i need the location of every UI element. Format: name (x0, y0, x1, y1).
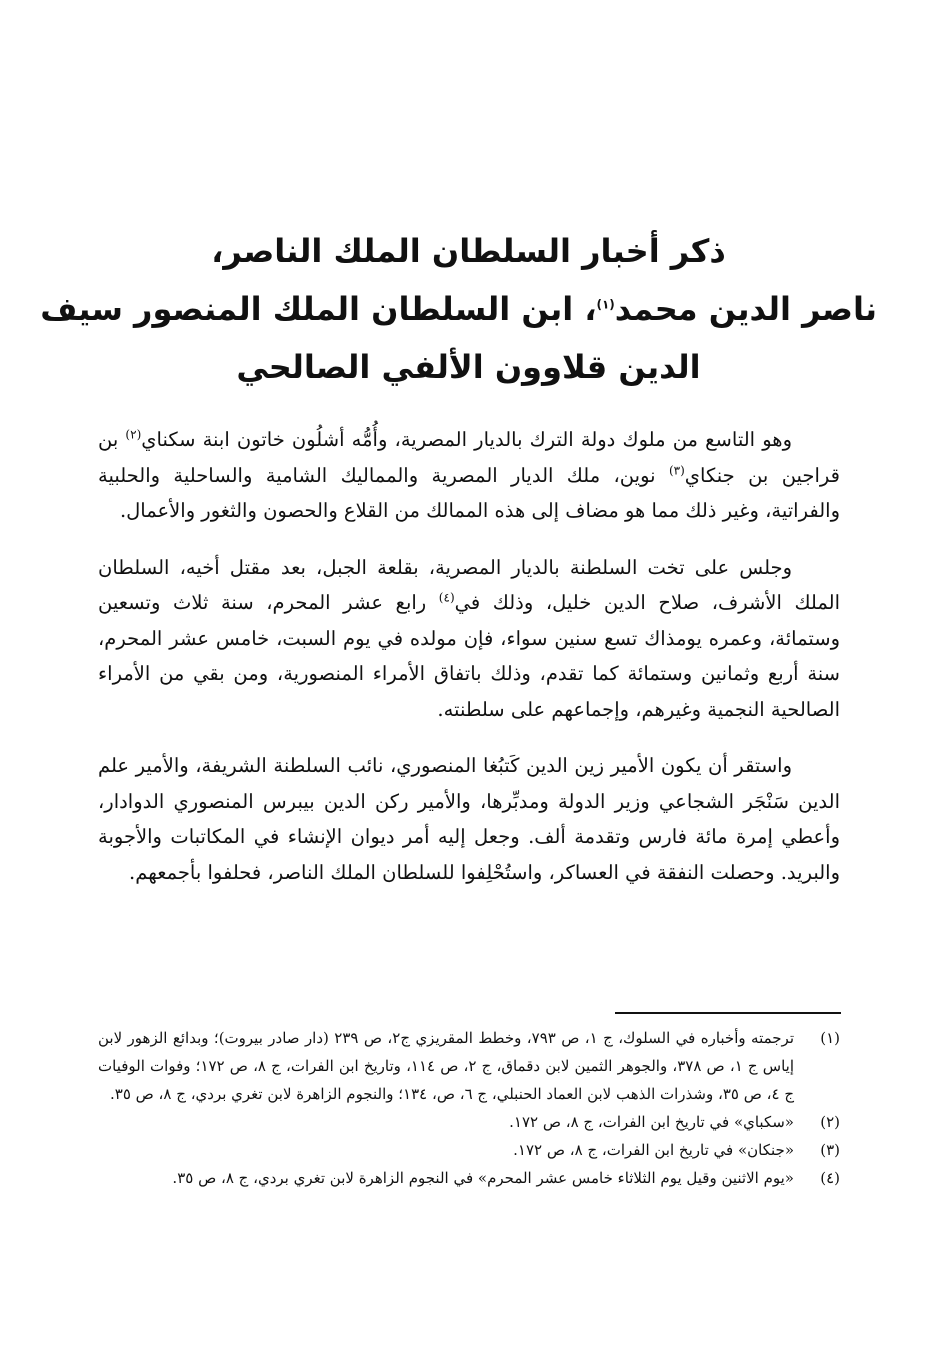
chapter-title (40, 222, 877, 396)
footnote-ref-4: (٤) (438, 590, 455, 605)
paragraph-1-part-3: نوين، ملك الديار المصرية والمماليك الشامية والساحلية والحلبية والفراتية، وغير ذلك مما هو مضاف إلى هذه الممالك من القلاع والحصون والثغور والأعمال. (98, 463, 840, 522)
title-line-1: ذكر أخبار السلطان الملك الناصر، (211, 232, 726, 270)
footnote-ref-2: (٢) (125, 427, 142, 442)
footnote-number: (٤) (820, 1169, 840, 1187)
paragraph-1-part-1: وهو التاسع من ملوك دولة الترك بالديار المصرية، وأُمُّه أشلُون خاتون ابنة سكناي (141, 428, 792, 451)
title-line-2-end: ، ابن السلطان الملك المنصور سيف (40, 290, 597, 328)
footnote-text: «سكباي» في تاريخ ابن الفرات، ج ٨، ص ١٧٢. (509, 1113, 794, 1131)
title-line-2 (40, 280, 877, 338)
footnote-ref-1: (١) (596, 297, 615, 312)
footnote-3 (98, 1136, 840, 1164)
main-text (98, 422, 840, 911)
footnote-separator (615, 1012, 841, 1014)
footnote-text: «يوم الاثنين وقيل يوم الثلاثاء خامس عشر المحرم» في النجوم الزاهرة لابن تغري بردي، ج ٨، ص ٣٥. (172, 1169, 794, 1187)
paragraph-1 (98, 422, 840, 529)
footnote-number: (٢) (820, 1113, 840, 1131)
footnote-ref-3: (٣) (668, 463, 685, 477)
paragraph-2-part-2: رابع عشر المحرم، سنة ثلاث وتسعين وستمائة، وعمره يومذاك تسع سنين سواء، فإن مولده في يوم السبت، خامس عشر المحرم، سنة أربع وثمانين وستمائة كما تقدم، وذلك باتفاق الأمراء المنصورية، ومن بقي من الأمراء الصالحية النجمية وغيرهم، وإجماعهم على سلطنته. (98, 591, 840, 721)
paragraph-2 (98, 550, 840, 728)
footnote-4 (98, 1164, 840, 1192)
paragraph-2-part-1: وجلس على تخت السلطنة بالديار المصرية، بقلعة الجبل، بعد مقتل أخيه، السلطان الملك الأشرف، صلاح الدين خليل، وذلك في (98, 555, 840, 614)
footnote-number: (٣) (820, 1141, 840, 1159)
paragraph-3: واستقر أن يكون الأمير زين الدين كَتبُغا المنصوري، نائب السلطنة الشريفة، والأمير علم الدين سَنْجَر الشجاعي وزير الدولة ومدبِّرها، والأمير ركن الدين بيبرس المنصوري الدوادار، وأعطي إمرة مائة فارس وتقدمة ألف. وجعل إليه أمر ديوان الإنشاء في المكاتبات والأجوبة والبريد. وحصلت النفقة في العساكر، واستُحْلِفوا للسلطان الملك الناصر، فحلفوا بأجمعهم. (98, 754, 840, 884)
footnotes (98, 1024, 840, 1192)
paragraph-1-part-2: بن قراجين بن جنكاي (98, 428, 840, 487)
footnote-text: «جنكان» في تاريخ ابن الفرات، ج ٨، ص ١٧٢. (513, 1141, 794, 1159)
title-line-2-start: ناصر الدين محمد (614, 290, 877, 328)
footnote-2 (98, 1108, 840, 1136)
footnote-1 (98, 1024, 840, 1108)
title-line-3: الدين قلاوون الألفي الصالحي (236, 348, 701, 386)
footnote-text: ترجمته وأخباره في السلوك، ج ١، ص ٧٩٣، وخطط المقريزي ج٢، ص ٢٣٩ (دار صادر بيروت)؛ وبدائع الزهور لابن إياس ج ١، ص ٣٧٨، والجوهر الثمين لابن دقماق، ج ٢، ص ١١٤، وتاريخ ابن الفرات، ج ٨، ص ١٧٢؛ وفوات الوفيات ج ٤، ص ٣٥، وشذرات الذهب لابن العماد الحنبلي، ج ٦، ص، ١٣٤؛ والنجوم الزاهرة لابن تغري بردي، ج ٨، ص ٣٥. (98, 1029, 794, 1103)
footnote-number: (١) (820, 1029, 840, 1047)
